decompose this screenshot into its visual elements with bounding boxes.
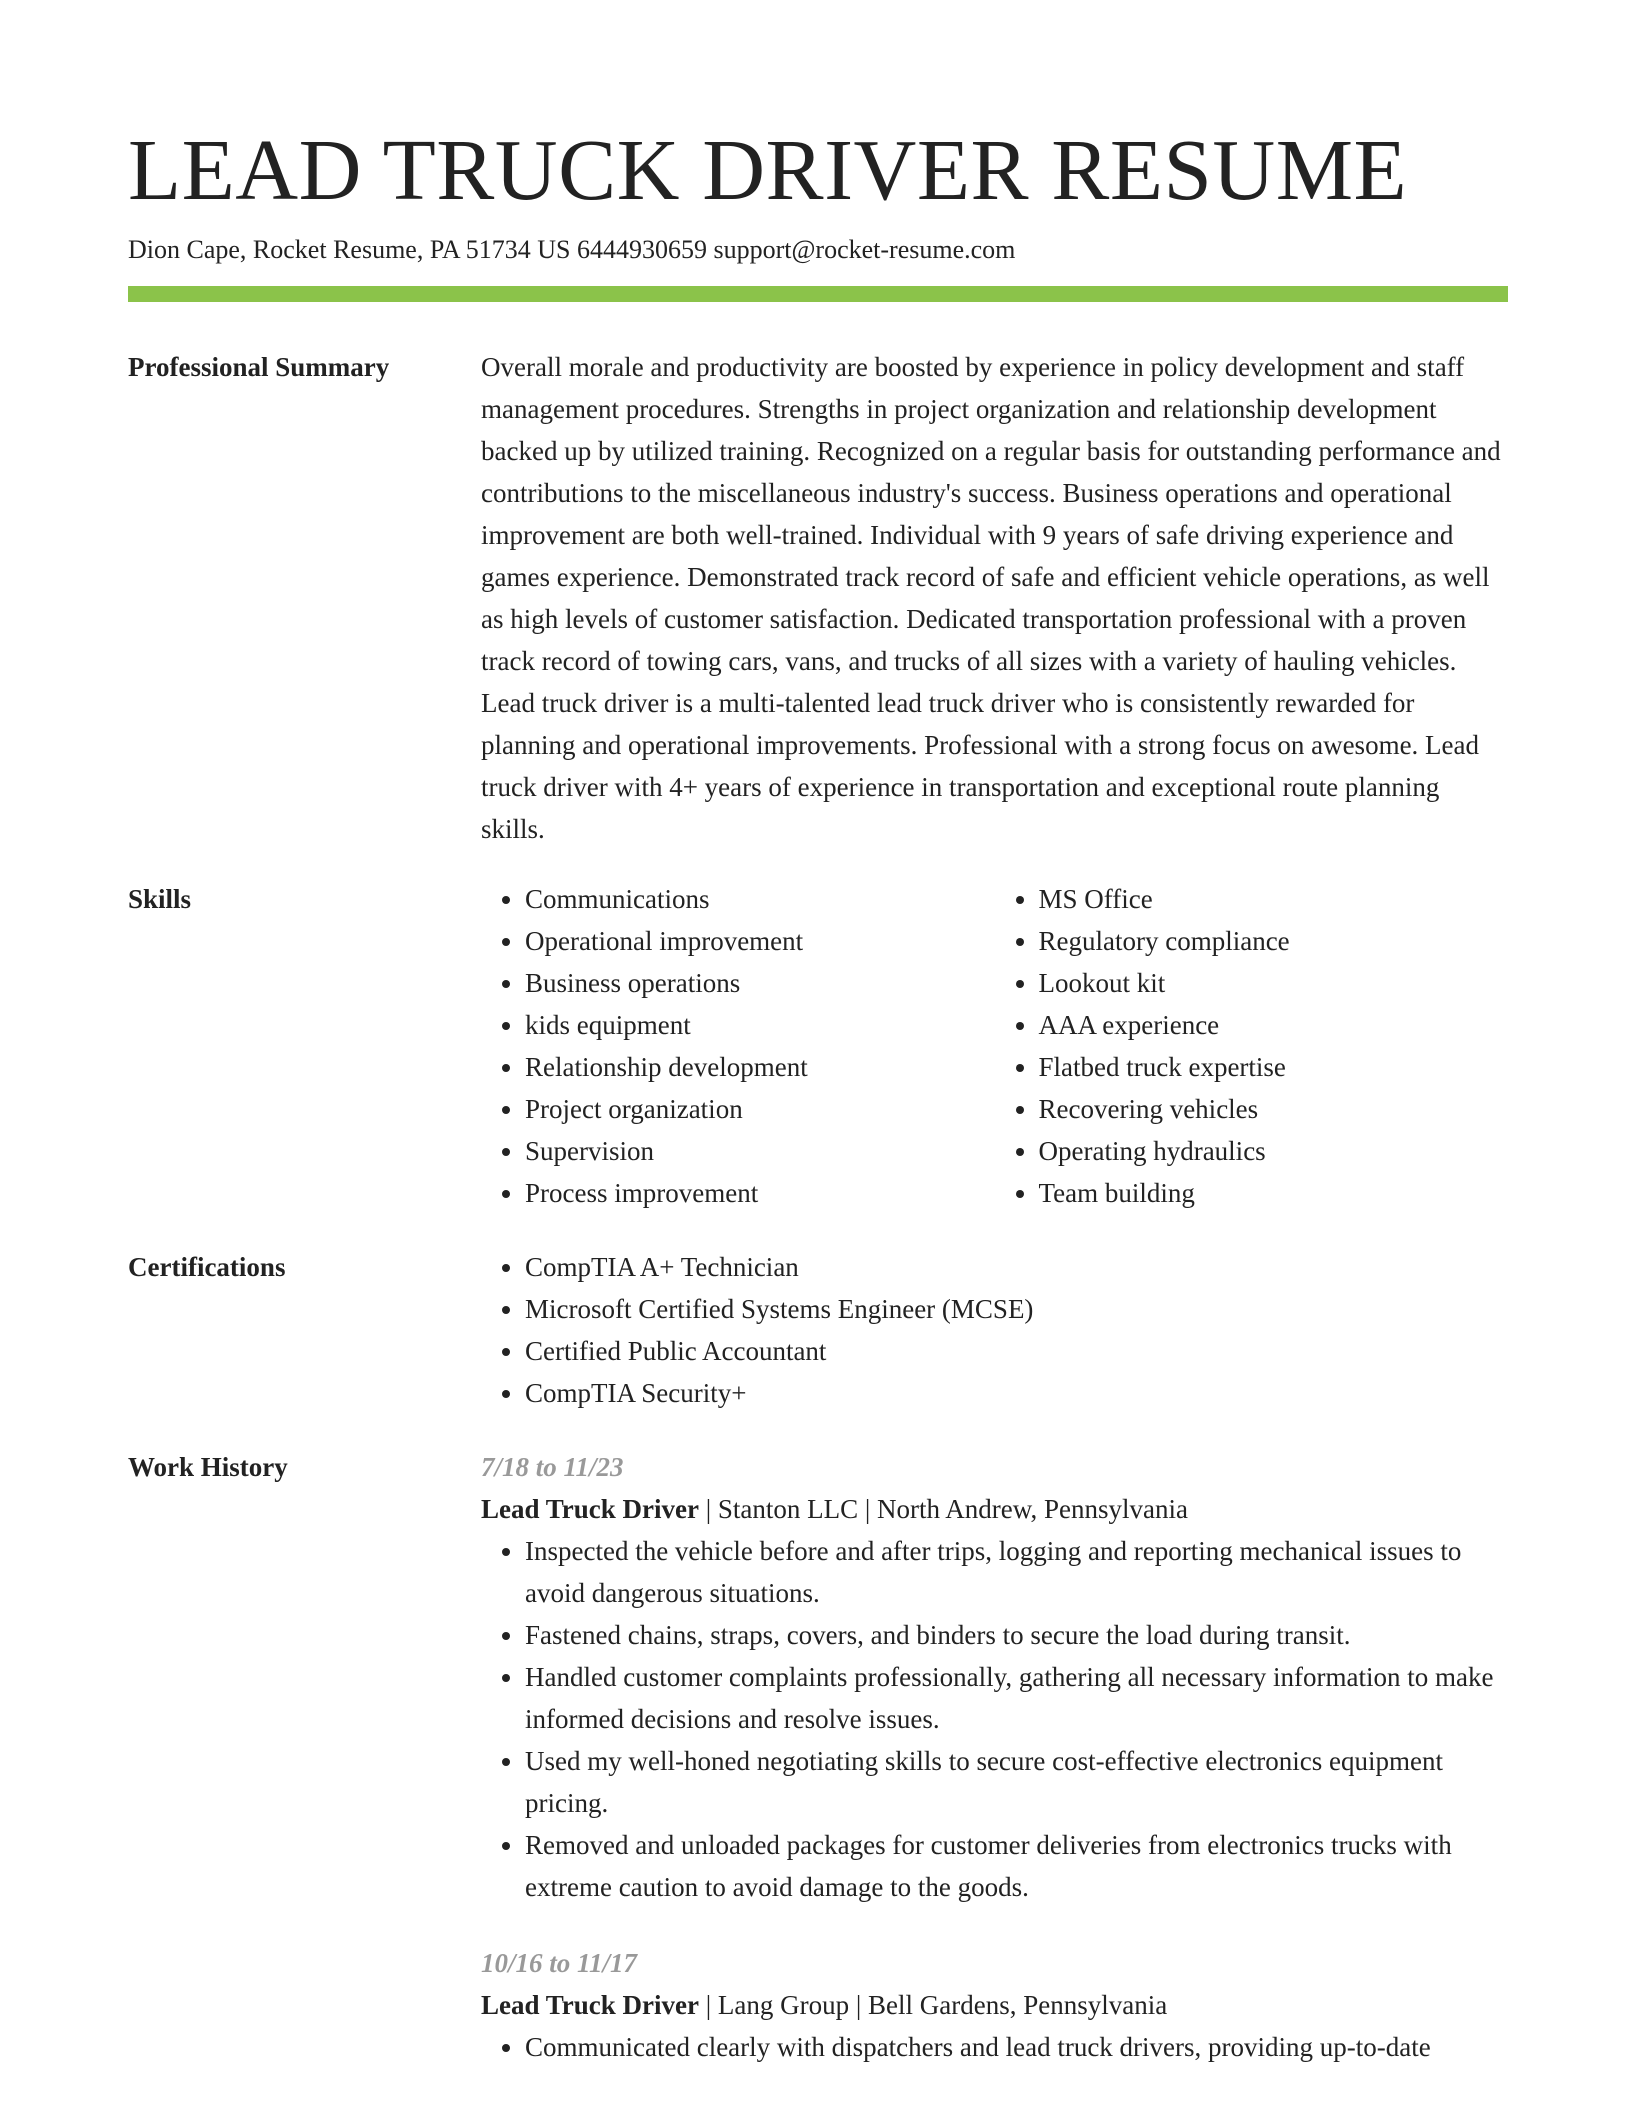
certifications-label: Certifications	[128, 1252, 286, 1282]
skill-item: • Operational improvement	[525, 920, 995, 962]
skill-item: • Project organization	[525, 1088, 995, 1130]
job-duties-list	[481, 2026, 1508, 2068]
job-duty-item: • Used my well-honed negotiating skills to secure cost-effective electronics equipment pricing.	[525, 1740, 1508, 1824]
certification-item: • Certified Public Accountant	[525, 1330, 1508, 1372]
skill-item: • Relationship development	[525, 1046, 995, 1088]
certifications-body	[481, 1246, 1508, 1414]
skill-item: • AAA experience	[1039, 1004, 1509, 1046]
job-duty-item: • Fastened chains, straps, covers, and binders to secure the load during transit.	[525, 1614, 1508, 1656]
job-duty-item: • Removed and unloaded packages for customer deliveries from electronics trucks with extreme caution to avoid damage to the goods.	[525, 1824, 1508, 1908]
resume-title: LEAD TRUCK DRIVER RESUME	[128, 121, 1408, 218]
skill-item: • Regulatory compliance	[1039, 920, 1509, 962]
skill-item: • Process improvement	[525, 1172, 995, 1214]
skill-item: • Supervision	[525, 1130, 995, 1172]
skill-item: • Operating hydraulics	[1039, 1130, 1509, 1172]
job-details: | Lang Group | Bell Gardens, Pennsylvania	[698, 1990, 1168, 2020]
work-history-label: Work History	[128, 1452, 288, 1482]
skill-item: • Flatbed truck expertise	[1039, 1046, 1509, 1088]
job-duty-item: • Communicated clearly with dispatchers and lead truck drivers, providing up-to-date	[525, 2026, 1508, 2068]
skills-list-right	[995, 878, 1509, 1214]
certification-item: • CompTIA Security+	[525, 1372, 1508, 1414]
job-entry	[481, 1942, 1508, 2068]
skills-label: Skills	[128, 884, 192, 914]
work-history-body	[481, 1446, 1508, 2068]
contact-line: Dion Cape, Rocket Resume, PA 51734 US 6444930659 support@rocket-resume.com	[128, 235, 1016, 264]
job-heading	[481, 1488, 1508, 1530]
skill-item: • MS Office	[1039, 878, 1509, 920]
job-details: | Stanton LLC | North Andrew, Pennsylvania	[698, 1494, 1188, 1524]
skills-body	[481, 878, 1508, 1214]
job-duty-item: • Handled customer complaints professionally, gathering all necessary information to make informed decisions and resolve issues.	[525, 1656, 1508, 1740]
skill-item: • Communications	[525, 878, 995, 920]
skill-item: • kids equipment	[525, 1004, 995, 1046]
skill-item: • Lookout kit	[1039, 962, 1509, 1004]
job-entry	[481, 1446, 1508, 1908]
skill-item: • Team building	[1039, 1172, 1509, 1214]
certification-item: • Microsoft Certified Systems Engineer (MCSE)	[525, 1288, 1508, 1330]
skills-columns	[481, 878, 1508, 1214]
summary-text: Overall morale and productivity are boosted by experience in policy development and staff management procedures. Strengths in project organization and relationship development backed up by utilized training. Recognized on a regular basis for outstanding performance and contributions to the miscellaneous industry's success. Business operations and operational improvement are both well-trained. Individual with 9 years of safe driving experience and games experience. Demonstrated track record of safe and efficient vehicle operations, as well as high levels of customer satisfaction. Dedicated transportation professional with a proven track record of towing cars, vans, and trucks of all sizes with a variety of hauling vehicles. Lead truck driver is a multi-talented lead truck driver who is consistently rewarded for planning and operational improvements. Professional with a strong focus on awesome. Lead truck driver with 4+ years of experience in transportation and exceptional route planning skills.	[481, 352, 1501, 844]
job-dates: 7/18 to 11/23	[481, 1452, 624, 1482]
summary-label: Professional Summary	[128, 352, 390, 382]
job-title: Lead Truck Driver	[481, 1990, 699, 2020]
job-title: Lead Truck Driver	[481, 1494, 699, 1524]
certifications-list	[481, 1246, 1508, 1414]
summary-body	[481, 346, 1508, 850]
job-dates: 10/16 to 11/17	[481, 1948, 638, 1978]
skill-item: • Recovering vehicles	[1039, 1088, 1509, 1130]
job-duty-item: • Inspected the vehicle before and after trips, logging and reporting mechanical issues to avoid dangerous situations.	[525, 1530, 1508, 1614]
skill-item: • Business operations	[525, 962, 995, 1004]
job-heading	[481, 1984, 1508, 2026]
header-divider	[128, 286, 1508, 302]
skills-list-left	[481, 878, 995, 1214]
certification-item: • CompTIA A+ Technician	[525, 1246, 1508, 1288]
job-duties-list	[481, 1530, 1508, 1908]
